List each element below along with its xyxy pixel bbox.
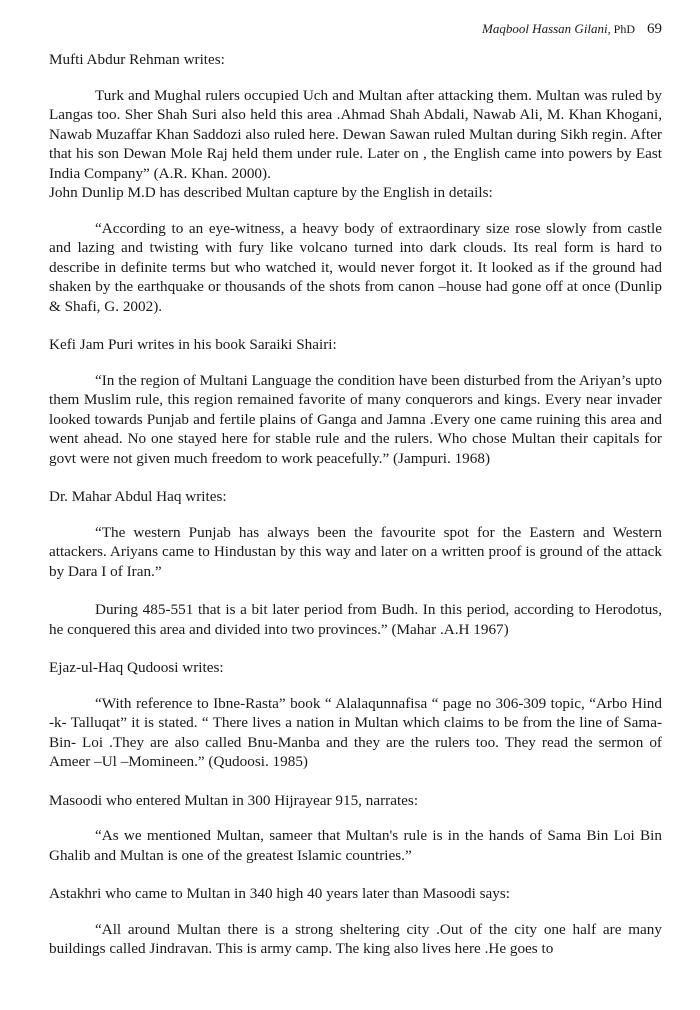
paragraph-quote-mahar: “The western Punjab has always been the favourite spot for the Eastern and Western attackers. Ariyans came to Hindustan by this way and later on a written proof is ground of the attack by Dara I of Iran.” — [49, 523, 662, 580]
paragraph-intro-astakhri: Astakhri who came to Multan in 340 high 40 years later than Masoodi says: — [49, 885, 511, 902]
paragraph-intro-dunlip: John Dunlip M.D has described Multan capture by the English in details: — [49, 184, 493, 201]
header-author: Maqbool Hassan Gilani — [481, 21, 608, 36]
running-header: Maqbool Hassan Gilani, PhD 69 — [481, 21, 662, 37]
paragraph-intro-jampuri: Kefi Jam Puri writes in his book Saraiki Shairi: — [49, 336, 337, 353]
paragraph-intro-qudoosi: Ejaz-ul-Haq Qudoosi writes: — [49, 659, 224, 676]
page-number: 69 — [647, 21, 662, 37]
page-body — [49, 50, 662, 959]
paragraph-quote-jampuri: “In the region of Multani Language the condition have been disturbed from the Ariyan’s upto them Muslim rule, this region remained favorite of many conquerors and kings. Every near invader looked towards Punjab and fertile plains of Ganga and Jamna .Every one came ruining this area and went ahead. No one stayed here for stable rule and the rulers. Who chose Multan their capitals for govt were not given much freedom to work peacefully.” (Jampuri. 1968) — [49, 371, 662, 467]
paragraph-quote-masoodi: “As we mentioned Multan, sameer that Multan's rule is in the hands of Sama Bin Loi Bin Ghalib and Multan is one of the greatest Islamic countries.” — [49, 827, 662, 864]
paragraph-intro-mufti: Mufti Abdur Rehman writes: — [49, 51, 225, 68]
paragraph-quote-mahar-continued: During 485-551 that is a bit later period from Budh. In this period, according to Herodotus, he conquered this area and divided into two provinces.” (Mahar .A.H 1967) — [49, 601, 662, 638]
paragraph-quote-qudoosi: “With reference to Ibne-Rasta” book “ Alalaqunnafisa “ page no 306-309 topic, “Arbo Hind -k- Talluqat” it is stated. “ There lives a nation in Multan which claims to be from the line of Sama-Bin- Loi .They are also called Bnu-Manba and they are the rulers too. They read the sermon of Ameer –Ul –Momineen.” (Qudoosi. 1985) — [49, 694, 662, 770]
paragraph-quote-astakhri: “All around Multan there is a strong sheltering city .Out of the city one half are many buildings called Jindravan. This is army camp. The king also lives here .He goes to — [49, 920, 662, 957]
paragraph-quote-dunlip: “According to an eye-witness, a heavy body of extraordinary size rose slowly from castle and lazing and twisting with fury like volcano turned into dark clouds. Its real form is hard to describe in definite terms but who watched it, would never forgot it. It looked as if the ground had shaken by the earthquake or thousands of the shots from canon –house had gone off at once (Dunlip & Shafi, G. 2002). — [49, 219, 662, 315]
header-degree: PhD — [613, 22, 635, 36]
paragraph-intro-masoodi: Masoodi who entered Multan in 300 Hijrayear 915, narrates: — [49, 791, 419, 809]
paragraph-intro-mahar: Dr. Mahar Abdul Haq writes: — [49, 488, 227, 505]
paragraph-quote-khan: Turk and Mughal rulers occupied Uch and Multan after attacking them. Multan was ruled by Langas too. Sher Shah Suri also held this area .Ahmad Shah Abdali, Nawab Ali, M. Khan Khogani, Nawab Muzaffar Khan Saddozi also ruled here. Dewan Sawan ruled Multan during Sikh regin. After that his son Dewan Mole Raj held them under rule. Later on , the English came into powers by East India Company” (A.R. Khan. 2000). — [49, 86, 662, 182]
